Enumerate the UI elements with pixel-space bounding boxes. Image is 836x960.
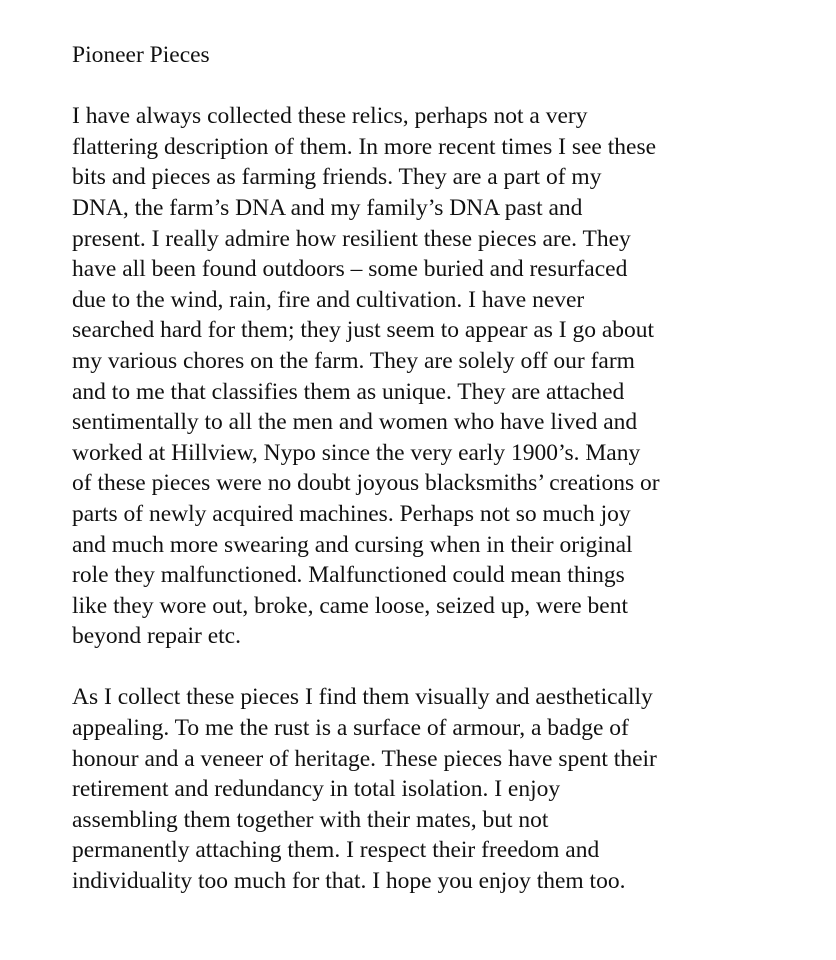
text-line: like they wore out, broke, came loose, seized up, were bent bbox=[72, 592, 628, 619]
text-line: parts of newly acquired machines. Perhaps not so much joy bbox=[72, 500, 631, 527]
text-line: due to the wind, rain, fire and cultivation. I have never bbox=[72, 286, 585, 313]
paragraph-2 bbox=[72, 682, 772, 896]
text-line: and to me that classifies them as unique. They are attached bbox=[72, 378, 625, 405]
text-line: of these pieces were no doubt joyous blacksmiths’ creations or bbox=[72, 470, 660, 497]
text-line: my various chores on the farm. They are solely off our farm bbox=[72, 347, 635, 374]
text-line: retirement and redundancy in total isolation. I enjoy bbox=[72, 776, 561, 803]
text-line: assembling them together with their mates, but not bbox=[72, 806, 549, 833]
text-line: As I collect these pieces I find them visually and aesthetically bbox=[72, 684, 653, 711]
document-page bbox=[72, 40, 772, 897]
paragraph-1 bbox=[72, 101, 772, 652]
document-title: Pioneer Pieces bbox=[72, 42, 210, 68]
text-line: role they malfunctioned. Malfunctioned could mean things bbox=[72, 562, 625, 589]
text-line: and much more swearing and cursing when in their original bbox=[72, 531, 633, 558]
text-line: searched hard for them; they just seem to appear as I go about bbox=[72, 317, 655, 344]
text-line: bits and pieces as farming friends. They are a part of my bbox=[72, 164, 602, 191]
paragraph-spacer bbox=[72, 652, 772, 683]
text-line: beyond repair etc. bbox=[72, 623, 241, 650]
text-line: sentimentally to all the men and women who have lived and bbox=[72, 409, 638, 436]
text-line: worked at Hillview, Nypo since the very early 1900’s. Many bbox=[72, 439, 641, 466]
text-line: flattering description of them. In more recent times I see these bbox=[72, 133, 657, 160]
text-line: individuality too much for that. I hope you enjoy them too. bbox=[72, 868, 626, 895]
text-line: have all been found outdoors – some buried and resurfaced bbox=[72, 256, 628, 283]
text-line: permanently attaching them. I respect their freedom and bbox=[72, 837, 600, 864]
text-line: appealing. To me the rust is a surface of armour, a badge of bbox=[72, 715, 629, 742]
text-line: present. I really admire how resilient these pieces are. They bbox=[72, 225, 631, 252]
text-line: DNA, the farm’s DNA and my family’s DNA past and bbox=[72, 194, 583, 221]
text-line: honour and a veneer of heritage. These pieces have spent their bbox=[72, 745, 657, 772]
text-line: I have always collected these relics, perhaps not a very bbox=[72, 103, 588, 130]
